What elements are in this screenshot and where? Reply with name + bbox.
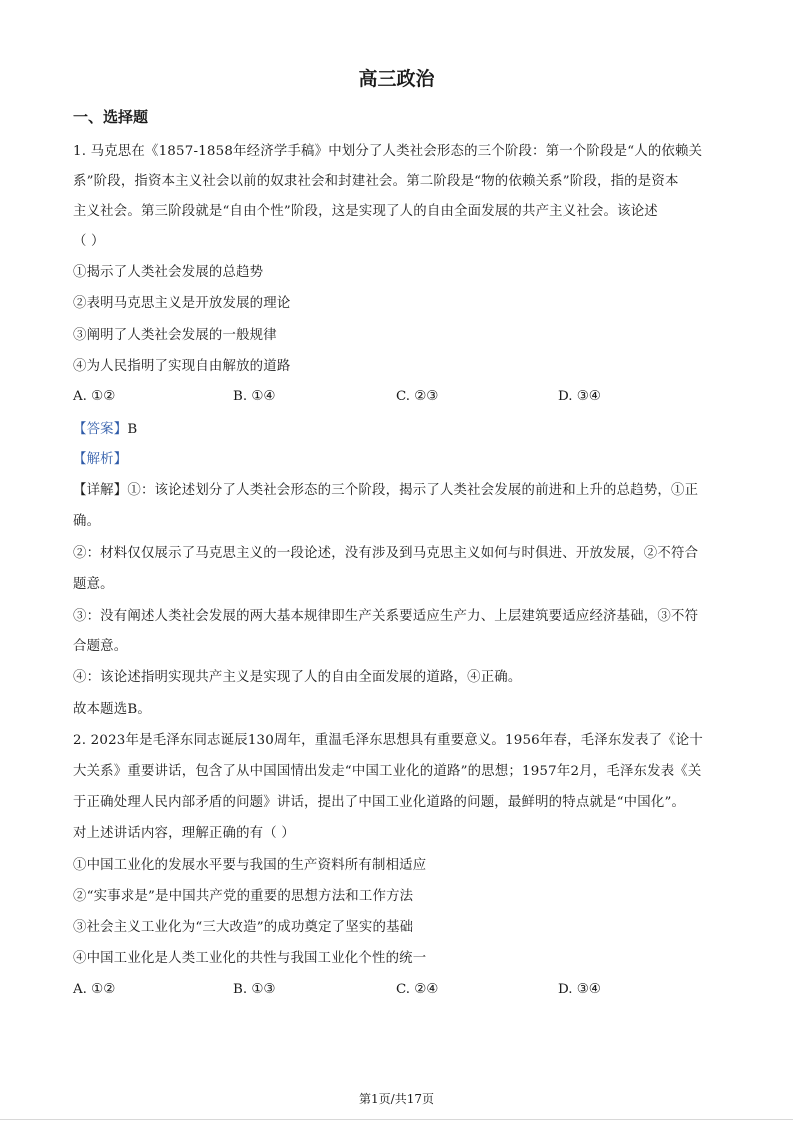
q2-option-d: D. ③④ [558,982,601,997]
q2-option-c: C. ②④ [396,982,439,997]
q1-option-b: B. ①④ [233,389,276,404]
q1-detail-line: ④：该论述指明实现共产主义是实现了人的自由全面发展的道路，④正确。 [73,670,522,685]
q2-stem-line: 于正确处理人民内部矛盾的问题》讲话，提出了中国工业化道路的问题，最鲜明的特点就是“中国化”。 [73,795,686,810]
q2-option-b: B. ①③ [233,982,276,997]
analysis-tag: 【解析】 [73,452,128,467]
q1-detail-line [73,481,698,501]
section-heading: 一、选择题 [73,108,149,126]
answer-tag: 【答案】 [73,422,128,437]
footer-divider [0,1119,793,1120]
q1-detail-line: ②：材料仅仅展示了马克思主义的一段论述，没有涉及到马克思主义如何与时俱进、开放发展，②不符合 [73,546,699,561]
detail-text: ①：该论述划分了人类社会形态的三个阶段，揭示了人类社会发展的前进和上升的总趋势，①正 [127,483,699,498]
q2-statement: ①中国工业化的发展水平要与我国的生产资料所有制相适应 [73,858,427,873]
q1-option-c: C. ②③ [396,389,439,404]
q2-option-a: A. ①② [73,982,116,997]
q1-answer-blank: （ ） [73,234,105,249]
q1-detail-line: 题意。 [73,577,114,592]
q1-detail-line: ③：没有阐述人类社会发展的两大基本规律即生产关系要适应生产力、上层建筑要适应经济基础，③不符 [73,609,699,624]
q1-conclusion: 故本题选B。 [73,702,151,717]
q1-stem-line: 系”阶段，指资本主义社会以前的奴隶社会和封建社会。第二阶段是“物的依赖关系”阶段，指的是资本 [73,174,679,189]
q2-statement: ④中国工业化是人类工业化的共性与我国工业化个性的统一 [73,951,427,966]
q1-statement: ④为人民指明了实现自由解放的道路 [73,359,291,374]
page-title: 高三政治 [358,68,435,90]
q2-stem-line: 大关系》重要讲话，包含了从中国国情出发走“中国工业化的道路”的思想；1957年2月，毛泽东发表《关 [73,764,702,779]
q2-statement: ③社会主义工业化为“三大改造”的成功奠定了坚实的基础 [73,920,414,935]
q1-option-a: A. ①② [73,389,116,404]
q1-option-d: D. ③④ [558,389,601,404]
q2-stem-line: 2. 2023年是毛泽东同志诞辰130周年，重温毛泽东思想具有重要意义。1956年春，毛泽东发表了《论十 [73,733,703,748]
q2-statement: ②“实事求是”是中国共产党的重要的思想方法和工作方法 [73,889,414,904]
q1-statement: ①揭示了人类社会发展的总趋势 [73,265,264,280]
answer-value: B [127,422,138,437]
q1-stem-line: 主义社会。第三阶段就是“自由个性”阶段，这是实现了人的自由全面发展的共产主义社会。该论述 [73,204,658,219]
q1-statement: ③阐明了人类社会发展的一般规律 [73,328,277,343]
q1-stem-line: 1. 马克思在《1857-1858年经济学手稿》中划分了人类社会形态的三个阶段：第一个阶段是“人的依赖关 [73,144,703,159]
q1-answer [73,420,137,440]
q2-stem-line: 对上述讲话内容，理解正确的有（ ） [73,826,295,841]
q1-detail-line: 确。 [73,514,101,529]
q1-detail-line: 合题意。 [73,639,128,654]
q1-statement: ②表明马克思主义是开放发展的理论 [73,296,291,311]
detail-tag: 【详解】 [73,483,128,498]
page-number: 第1页/共17页 [359,1092,434,1106]
